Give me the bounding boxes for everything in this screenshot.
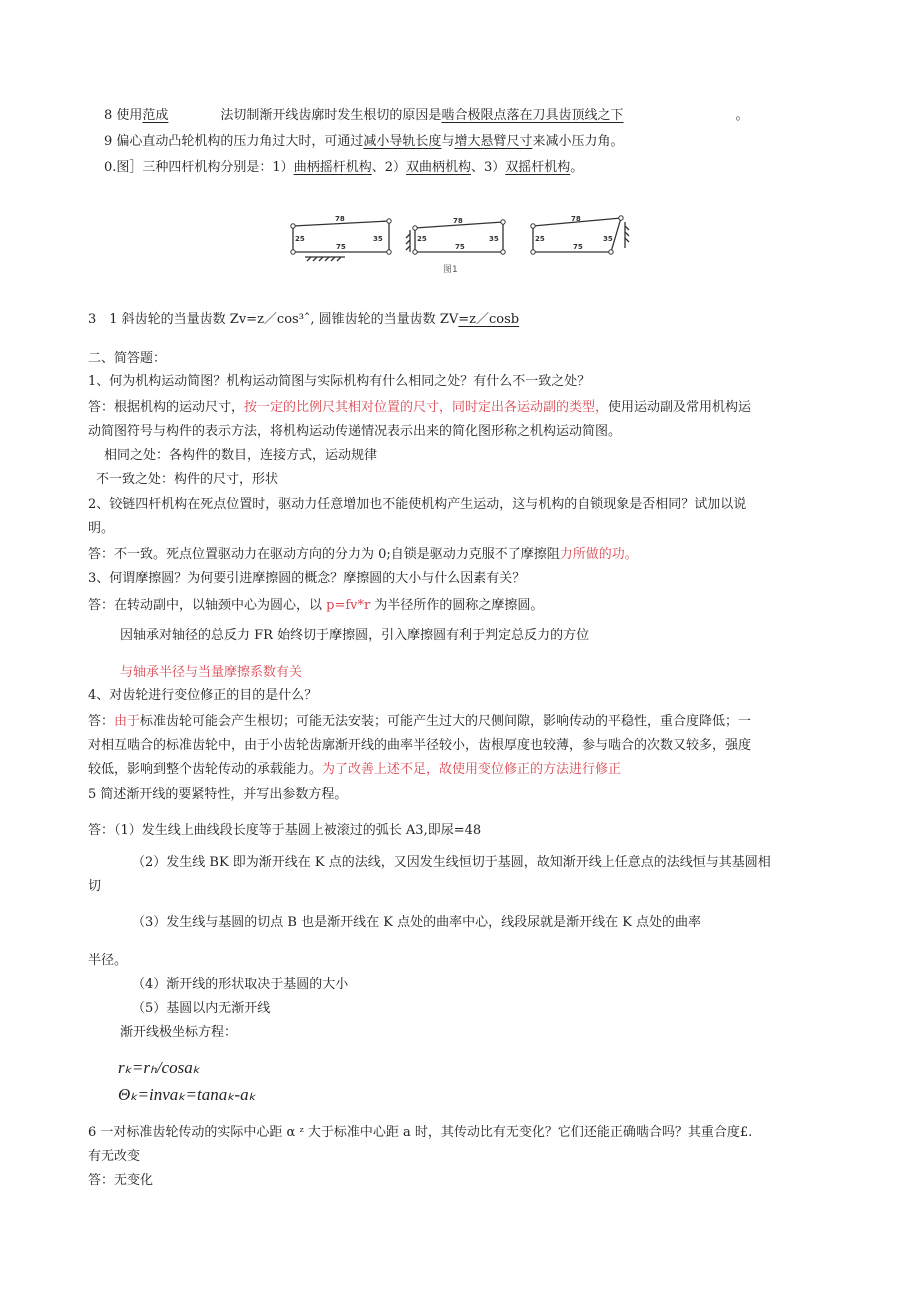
q2-answer <box>88 545 638 565</box>
fig-label-top-2: 78 <box>453 217 463 225</box>
fig-label-mid-3: 75 <box>573 243 583 251</box>
q6-question-line1: 6 一对标准齿轮传动的实际中心距 α ᶻ 大于标准中心距 a 时，其传动比有无变化？它们还能正确啮合吗？其重合度£. <box>88 1125 753 1140</box>
q3-answer-suffix: 为半径所作的圆称之摩擦圆。 <box>370 598 544 613</box>
q4-answer-line2: 对相互啮合的标准齿轮中，由于小齿轮齿廓渐开线的曲率半径较小，齿根厚度也较薄，参与啮合的次数又较多，强度 <box>88 738 752 753</box>
q9-line <box>104 132 623 152</box>
q5-point4: （4）渐开线的形状取决于基圆的大小 <box>132 977 349 992</box>
four-bar-linkage-figure <box>285 208 635 278</box>
q5-question: 5 简述渐开线的要紧特性，并写出参数方程。 <box>88 787 348 802</box>
q1-answer-prefix: 答：根据机构的运动尺寸， <box>88 400 245 415</box>
q5-equation1: rₖ=rₕ/cosaₖ <box>118 1058 200 1077</box>
q8-line <box>104 106 748 126</box>
q1-answer-highlight: 按一定的比例尺其相对位置的尺寸，同时定出各运动副的类型， <box>244 400 609 415</box>
q5-point2-line1: （2）发生线 BK 即为渐开线在 K 点的法线，又因发生线恒切于基圆，故知渐开线上任意点的法线恒与其基圆相 <box>132 855 771 870</box>
q10-sep1: 、2） <box>371 160 406 175</box>
q9-middle: 与 <box>441 134 455 149</box>
q9-prefix: 9 偏心直动凸轮机构的压力角过大时，可通过 <box>104 134 364 149</box>
q2-question-line1: 2、铰链四杆机构在死点位置时，驱动力任意增加也不能使机构产生运动，这与机构的自锁现象是否相同？试加以说 <box>88 497 747 512</box>
q9-end: 来减小压力角。 <box>532 134 624 149</box>
section-heading: 二、简答题： <box>88 351 167 366</box>
q9-blank2: 增大悬臂尺寸 <box>454 134 533 149</box>
q8-blank2: 啮合极限点落在刀具齿顶线之下 <box>441 108 624 123</box>
q2-question-line2: 明。 <box>88 521 115 536</box>
q4-answer-text3: 较低，影响到整个齿轮传动的承载能力。 <box>88 762 323 777</box>
fig-label-right-1: 35 <box>373 235 383 243</box>
q3-answer-prefix: 答：在转动副中，以轴颈中心为圆心，以 <box>88 598 327 613</box>
q5-point1: 答：（1）发生线上曲线段长度等于基圆上被滚过的弧长 A3,即尿=48 <box>88 823 482 838</box>
q31-text: 3 1 斜齿轮的当量齿数 Zv=z／cos³ˆ, 圆锥齿轮的当量齿数 ZV <box>88 312 459 327</box>
fig-label-mid-2: 75 <box>455 243 465 251</box>
q10-prefix: 0.图］三种四杆机构分别是：1） <box>104 160 294 175</box>
fig-label-top-3: 78 <box>571 215 581 223</box>
q4-answer-text1: 标准齿轮可能会产生根切；可能无法安装；可能产生过大的尺侧间隙，影响传动的平稳性，重合度降低；一 <box>140 714 752 729</box>
fig-label-right-3: 35 <box>603 235 613 243</box>
q6-question-line2: 有无改变 <box>88 1149 141 1164</box>
q5-point3-line2: 半径。 <box>88 953 128 968</box>
q4-answer-line3 <box>88 760 621 780</box>
fig-label-mid-1: 75 <box>336 243 346 251</box>
q5-equation2: Θₖ=invaₖ=tanaₖ-aₖ <box>118 1085 256 1104</box>
q8-blank1: 范成 <box>142 108 169 123</box>
q10-blank1: 曲柄摇杆机构 <box>293 160 372 175</box>
q5-point5: （5）基圆以内无渐开线 <box>132 1001 271 1016</box>
q1-diff: 不一致之处：构件的尺寸，形状 <box>96 472 279 487</box>
q1-answer-line2: 动简图符号与构件的表示方法，将机构运动传递情况表示出来的简化图形称之机构运动简图。 <box>88 424 622 439</box>
q10-sep2: 、3） <box>471 160 506 175</box>
q8-end: 。 <box>735 108 749 123</box>
q6-answer: 答：无变化 <box>88 1173 154 1188</box>
q2-answer-highlight: 力所做的功。 <box>559 547 638 562</box>
q9-blank1: 减小导轨长度 <box>363 134 442 149</box>
q4-answer-prefix: 答： <box>88 714 115 729</box>
fig-label-top-1: 78 <box>335 215 345 223</box>
q3-answer-formula: p=fv*r <box>326 598 371 613</box>
fig-label-left-3: 25 <box>535 235 545 243</box>
q10-end: 。 <box>570 160 584 175</box>
q10-blank3: 双摇杆机构 <box>505 160 571 175</box>
fig-label-left-1: 25 <box>295 235 305 243</box>
q5-equation-title: 渐开线极坐标方程： <box>120 1025 238 1040</box>
q3-answer-line3: 与轴承半径与当量摩擦系数有关 <box>120 665 303 680</box>
q4-answer-highlight1: 由于 <box>114 714 141 729</box>
q31-blank: =z／cosb <box>458 312 520 327</box>
q2-answer-text: 答：不一致。死点位置驱动力在驱动方向的分力为 0;自锁是驱动力克服不了摩擦阻 <box>88 547 560 562</box>
q5-point2-line2: 切 <box>88 879 102 894</box>
fig-label-left-2: 25 <box>417 235 427 243</box>
q3-question: 3、何谓摩擦圆？为何要引进摩擦圆的概念？摩擦圆的大小与什么因素有关？ <box>88 571 526 586</box>
q1-same: 相同之处：各构件的数目，连接方式，运动规律 <box>104 448 378 463</box>
q1-question: 1、何为机构运动简图？机构运动简图与实际机构有什么相同之处？有什么不一致之处？ <box>88 374 591 389</box>
q3-answer-line1 <box>88 596 543 616</box>
figure-caption: 图1 <box>443 265 458 275</box>
q5-point3-line1: （3）发生线与基圆的切点 B 也是渐开线在 K 点处的曲率中心，线段尿就是渐开线在 K 点处的曲率 <box>132 915 702 930</box>
q1-answer-suffix: 使用运动副及常用机构运 <box>608 400 752 415</box>
fig-label-right-2: 35 <box>489 235 499 243</box>
q4-question: 4、对齿轮进行变位修正的目的是什么？ <box>88 688 318 703</box>
q10-line <box>104 158 583 178</box>
q4-answer-line1 <box>88 712 751 732</box>
q10-blank2: 双曲柄机构 <box>405 160 471 175</box>
q8-middle: 法切制渐开线齿廓时发生根切的原因是 <box>220 108 442 123</box>
q1-answer-line1 <box>88 398 751 418</box>
q3-answer-line2: 因轴承对轴径的总反力 FR 始终切于摩擦圆，引入摩擦圆有利于判定总反力的方位 <box>120 628 590 643</box>
q4-answer-highlight2: 为了改善上述不足，故使用变位修正的方法进行修正 <box>322 762 622 777</box>
q31-line <box>88 310 519 330</box>
q8-prefix: 8 使用 <box>104 108 143 123</box>
